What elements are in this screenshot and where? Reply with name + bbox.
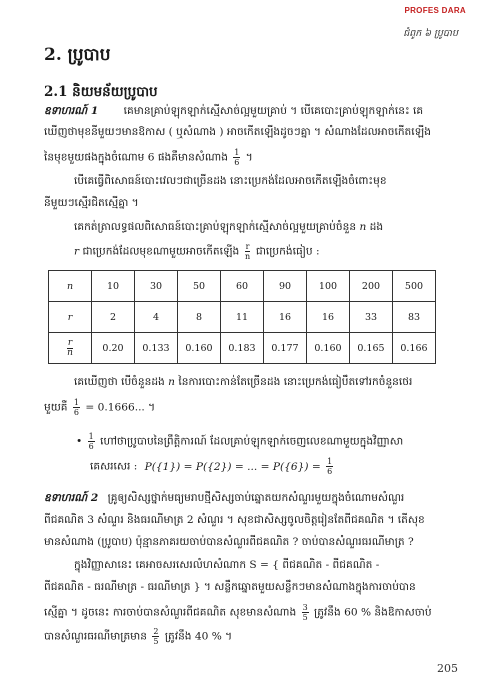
- example1-line6: គេកត់ត្រាលទ្ធផលពិសោធន៍បោះគ្រាប់ឡុកឡាក់ស្មើសាច់ល្អមួយគ្រាប់ចំនួន n ដង: [74, 221, 384, 233]
- table-cell: 50: [178, 271, 221, 302]
- example2-line6: ស្មើគ្នា ។ ដូចនេះ ការចាប់បានសំណួរពីជគណិត សុខមានសំណាង $\frac{3}{5}$ ត្រូវនឹង 60 % និងឱកាសចាប់: [44, 603, 432, 622]
- fraction-r-n: $\frac{r}{n}$: [244, 242, 251, 261]
- table-cell: 16: [264, 302, 307, 333]
- table-cell: 90: [264, 271, 307, 302]
- table-row-n: [49, 271, 436, 302]
- table-header-n: n: [49, 271, 92, 302]
- fraction-1-6: $\frac{1}{6}$: [327, 457, 333, 476]
- table-header-ratio: $\frac{r}{n}$: [49, 333, 92, 364]
- table-row-r: [49, 302, 436, 333]
- brand-watermark: PROFES DARA: [404, 6, 466, 15]
- table-cell: 30: [135, 271, 178, 302]
- example1-line7: r ជាប្រេកង់ដែលមុខណាមួយអាចកើតឡើង $\frac{r}{n}$ ជាប្រេកង់ធៀប :: [74, 242, 320, 261]
- example1-label: ឧទាហរណ៍ 1: [44, 105, 99, 117]
- bullet-line1: • $\frac{1}{6}$ ហៅថាប្រូបាបនៃព្រឹត្តិការណ៍ ដែលគ្រាប់ឡុកឡាក់ចេញលេខណាមួយក្នុងវិញ្ញាសា: [76, 432, 404, 451]
- table-cell: 200: [350, 271, 393, 302]
- after-table-line2: មួយគឺ $\frac{1}{6}$ = 0.1666... ។: [44, 398, 156, 417]
- table-cell: 33: [350, 302, 393, 333]
- table-cell: 83: [393, 302, 436, 333]
- section-title: 2. ប្រូបាប: [44, 45, 111, 65]
- table-cell: 10: [92, 271, 135, 302]
- bullet-symbol: •: [76, 435, 83, 448]
- example2-line5: ពីជគណិត - ធរណីមាត្រ - ធរណីមាត្រ } ។ សន្លឹកឆ្នោតមួយសន្លឹកៗមានសំណាងក្នុងការចាប់បាន: [44, 581, 416, 593]
- fraction-2-5: $\frac{2}{5}$: [153, 627, 159, 646]
- example2-label: ឧទាហរណ៍ 2: [44, 492, 99, 504]
- fraction-1-6: $\frac{1}{6}$: [88, 432, 94, 451]
- fraction-1-6: $\frac{1}{6}$: [73, 398, 80, 417]
- chapter-header: ជំពូក ៦ ប្រូបាប: [403, 28, 458, 39]
- example1-line4: បើគេធ្វើពិសោធន៍បោះវេលៗជាច្រើនដង នោះប្រេកង់ដែលអាចកើតឡើងចំពោះមុខ: [74, 175, 387, 187]
- table-header-r: r: [49, 302, 92, 333]
- bullet-line2: គេសរសេរ : P({1}) = P({2}) = ... = P({6}) = $\frac{1}{6}$: [90, 457, 333, 476]
- table-cell: 0.183: [221, 333, 264, 364]
- example2-line4: ក្នុងវិញ្ញាសានេះ គេអាចសរសេរលំហសំណាក S = { ពីជគណិត - ពីជគណិត -: [74, 559, 380, 571]
- example2-line1: ឧទាហរណ៍ 2 គ្រូឲ្យសិស្សថ្នាក់មធ្យមរាបថ្មីសិស្សចាប់ឆ្នោតយកសំណួរមួយក្នុងចំណោមសំណួរ: [44, 492, 405, 504]
- example1-line3: នៃមុខមួយផងក្នុងចំណោម 6 ផងគឺមានសំណាង $\frac{1}{6}$ ។: [44, 148, 253, 167]
- table-cell: 0.20: [92, 333, 135, 364]
- table-cell: 0.165: [350, 333, 393, 364]
- table-cell: 0.160: [307, 333, 350, 364]
- table-cell: 2: [92, 302, 135, 333]
- table-cell: 0.177: [264, 333, 307, 364]
- table-cell: 100: [307, 271, 350, 302]
- table-cell: 0.160: [178, 333, 221, 364]
- fraction-1-6: $\frac{1}{6}$: [234, 148, 240, 167]
- table-cell: 500: [393, 271, 436, 302]
- page-number: 205: [437, 662, 458, 675]
- example1-line2: ឃើញថាមុខនីមួយៗមានឱកាស ( ឬសំណាង ) អាចកើតឡើងដូចៗគ្នា ។ សំណាងដែលអាចកើតឡើង: [44, 126, 431, 138]
- table-row-ratio: [49, 333, 436, 364]
- subsection-title: 2.1 និយមន័យប្រូបាប: [44, 84, 158, 100]
- example2-line7: បានសំណួរធរណីមាត្រមាន $\frac{2}{5}$ ត្រូវនឹង 40 % ។: [44, 627, 233, 646]
- table-cell: 0.133: [135, 333, 178, 364]
- table-cell: 16: [307, 302, 350, 333]
- fraction-3-5: $\frac{3}{5}$: [302, 603, 308, 622]
- after-table-line1: គេឃើញថា បើចំនួនដង n នៃការបោះកាន់តែច្រើនដង នោះប្រេកង់ធៀបឹតទៅរកចំនួនថេរ: [74, 376, 413, 388]
- example1-line5: នីមួយៗស្មើរជិតស្មើគ្នា ។: [44, 197, 139, 209]
- table-cell: 4: [135, 302, 178, 333]
- table-cell: 0.166: [393, 333, 436, 364]
- example2-line3: មានសំណាង (ប្រូបាប) ប៉ុន្មានភាគរយចាប់បានសំណួរពីជគណិត ? ចាប់បានសំណួរធរណីមាត្រ ?: [44, 536, 414, 548]
- table-cell: 8: [178, 302, 221, 333]
- frequency-table: [48, 270, 436, 364]
- table-cell: 11: [221, 302, 264, 333]
- example2-line2: ពីជគណិត 3 សំណួរ និងធរណីមាត្រ 2 សំណួរ ។ សុខជាសិស្សចូលចិត្តរៀនតែពីជគណិត ។ តើសុខ: [44, 514, 425, 526]
- table-cell: 60: [221, 271, 264, 302]
- example1-line1: ឧទាហរណ៍ 1 គេមានគ្រាប់ឡុកឡាក់ស្មើសាច់ល្អមួយគ្រាប់ ។ បើគេបោះគ្រាប់ឡុកឡាក់នេះ គេ: [44, 105, 424, 117]
